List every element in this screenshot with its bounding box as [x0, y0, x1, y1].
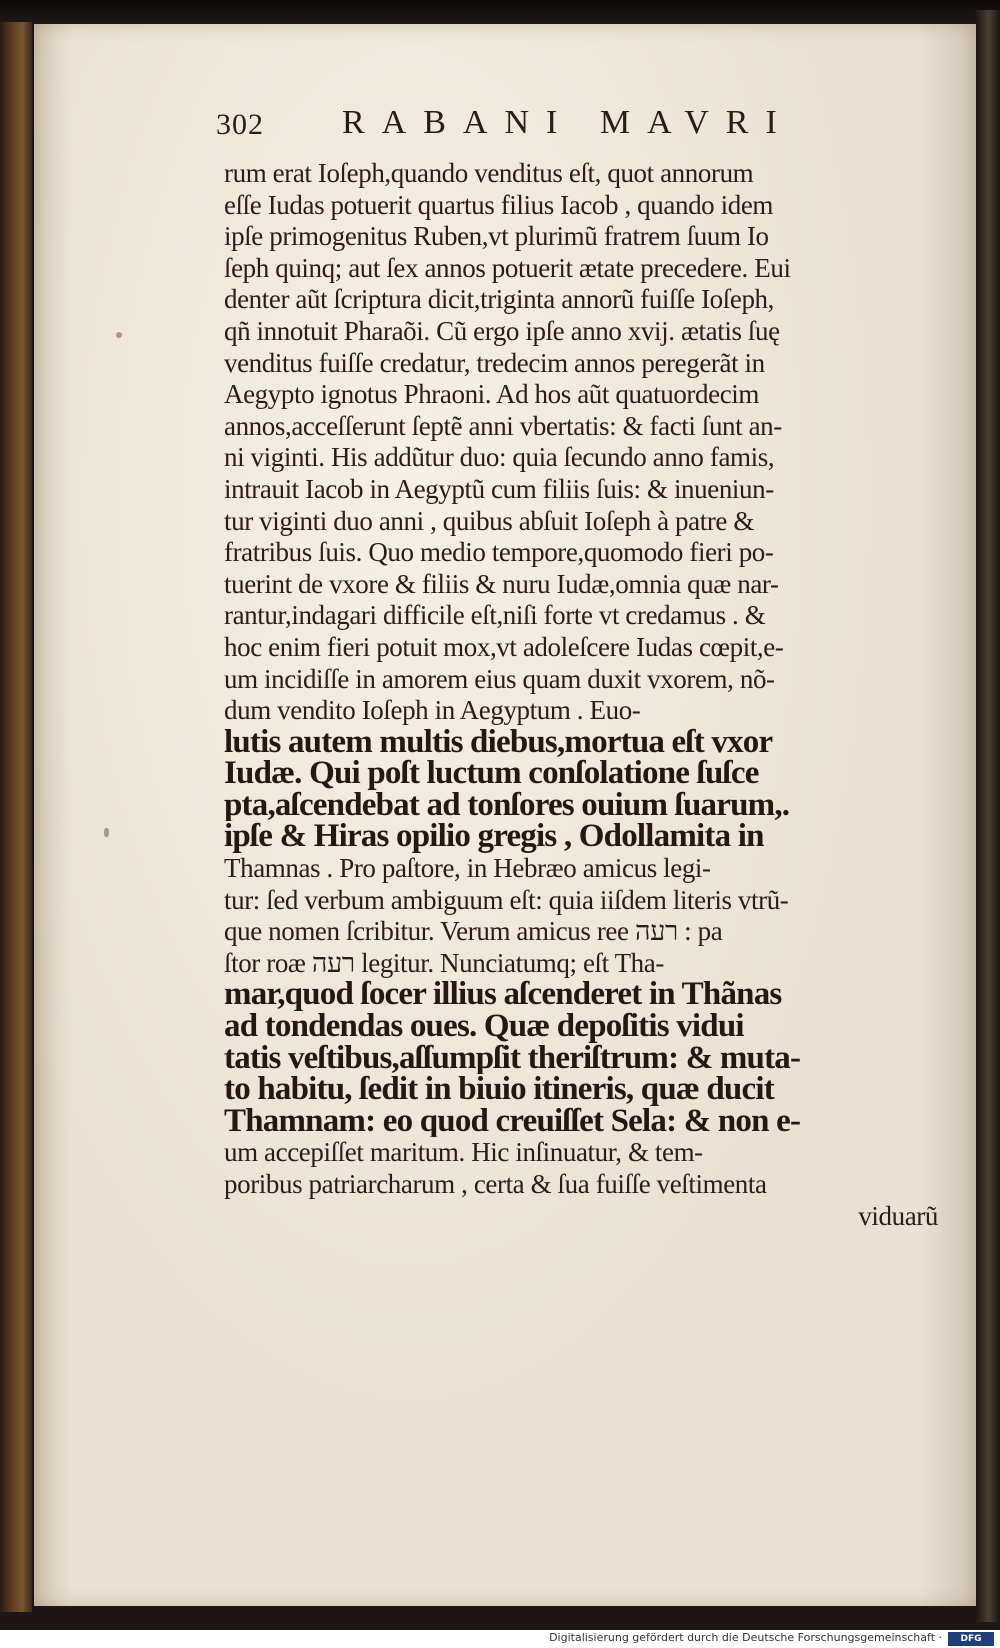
text-line: que nomen ſcribitur. Verum amicus ree רעה : pa	[224, 916, 723, 947]
running-title: RABANI MAVRI	[342, 104, 794, 141]
text-line: annos,acceſſerunt ſeptẽ anni vbertatis: & facti ſunt an-	[224, 410, 782, 441]
text-line: denter aũt ſcriptura dicit,triginta annorũ fuiſſe Ioſeph,	[224, 284, 775, 315]
text-line: um accepiſſet maritum. Hic inſinuatur, & tem-	[224, 1137, 703, 1168]
ink-spot	[104, 828, 109, 837]
text-line: Aegypto ignotus Phraoni. Ad hos aũt quatuordecim	[224, 379, 759, 410]
blackletter-line: mar,quod ſocer illius aſcenderet in Thãnas	[224, 979, 782, 1012]
binding-edge	[0, 22, 32, 1612]
text-line: tuerint de vxore & filiis & nuru Iudæ,omnia quæ nar-	[224, 568, 779, 599]
text-line: venditus fuiſſe credatur, tredecim annos peregerãt in	[224, 347, 765, 378]
blackletter-line: Thamnam: eo quod creuiſſet Sela: & non e-	[224, 1105, 801, 1138]
text-line: um incidiſſe in amorem eius quam duxit vxorem, nõ-	[224, 663, 775, 694]
text-line: tur: ſed verbum ambiguum eſt: quia iiſdem literis vtrũ-	[224, 884, 789, 915]
text-line: ſtor roæ רעה legitur. Nunciatumq; eſt Tha-	[224, 947, 664, 978]
text-line: ipſe primogenitus Ruben,vt plurimũ fratrem ſuum Io	[224, 221, 769, 252]
catchword: viduarũ	[858, 1200, 938, 1231]
blackletter-line: Iudæ. Qui poſt luctum conſolatione ſuſce	[224, 758, 759, 790]
top-shadow	[0, 0, 1000, 24]
text-line: intrauit Iacob in Aegyptũ cum filiis ſuis: & inueniun-	[224, 473, 774, 504]
text-line: qñ innotuit Pharaõi. Cũ ergo ipſe anno xvij. ætatis ſuę	[224, 315, 780, 346]
dfg-logo: DFG	[948, 1632, 994, 1646]
text-line: poribus patriarcharum , certa & ſua fuiſſe veſtimenta	[224, 1169, 767, 1199]
funding-credit: Digitalisierung gefördert durch die Deutsche Forschungsgemeinschaft ·	[549, 1631, 942, 1644]
running-head	[216, 104, 856, 152]
text-line: fratribus ſuis. Quo medio tempore,quomodo fieri po-	[224, 537, 774, 568]
page-number: 302	[216, 108, 264, 141]
digitization-footer	[0, 1630, 1000, 1648]
text-line: rum erat Ioſeph,quando venditus eſt, quot annorum	[224, 158, 754, 188]
text-line: tur viginti duo anni , quibus abſuit Ioſeph à patre &	[224, 505, 754, 536]
text-line: Thamnas . Pro paſtore, in Hebræo amicus legi-	[224, 853, 711, 884]
fore-edge	[975, 10, 1000, 1622]
blackletter-line: pta,aſcendebat ad tonſores ouium ſuarum,.	[224, 789, 790, 822]
text-line: hoc enim fieri potuit mox,vt adoleſcere Iudas cœpit,e-	[224, 631, 784, 662]
text-line: eſſe Iudas potuerit quartus filius Iacob , quando idem	[224, 189, 773, 220]
blackletter-line: ad tondendas oues. Quæ depoſitis vidui	[224, 1011, 744, 1043]
blackletter-line: tatis veſtibus,aſſumpſit theriſtrum: & muta-	[224, 1042, 801, 1075]
text-line: dum vendito Ioſeph in Aegyptum . Euo-	[224, 695, 641, 726]
blackletter-line: lutis autem multis diebus,mortua eſt vxor	[224, 726, 773, 759]
text-line: ſeph quinq; aut ſex annos potuerit ætate precedere. Eui	[224, 252, 791, 283]
blackletter-line: ipſe & Hiras opilio gregis , Odollamita in	[224, 821, 764, 854]
blackletter-line: to habitu, ſedit in biuio itineris, quæ ducit	[224, 1074, 774, 1106]
ink-spot	[116, 332, 122, 338]
text-block	[224, 158, 952, 1232]
text-line: rantur,indagari difficile eſt,niſi forte vt credamus . &	[224, 600, 766, 631]
text-line: ni viginti. His addũtur duo: quia ſecundo anno famis,	[224, 442, 775, 473]
